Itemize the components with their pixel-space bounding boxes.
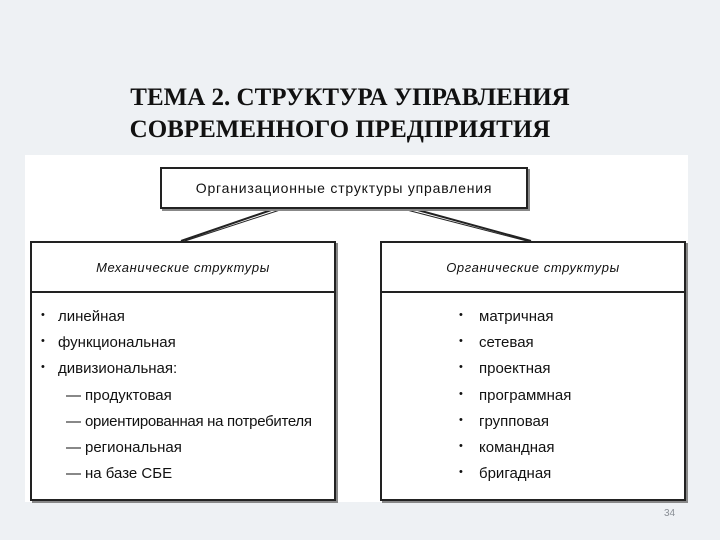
bullet-icon: •: [459, 335, 463, 348]
root-node: [160, 167, 528, 209]
sub-list-item-label: ориентированная на потребителя: [85, 412, 312, 430]
sub-list-item: [32, 461, 334, 487]
list-item-label: командная: [479, 438, 555, 456]
list-item-label: проектная: [479, 360, 551, 378]
list-item-label: линейная: [58, 308, 125, 325]
list-item-label: программная: [479, 386, 572, 404]
list-item: [382, 461, 684, 487]
sub-list-item: [32, 435, 334, 461]
slide-title-line-2: СОВРЕМЕННОГО ПРЕДПРИЯТИЯ: [129, 116, 551, 143]
list-item-label: дивизиональная:: [58, 360, 178, 378]
slide-title: [0, 82, 720, 146]
organic-structures-box: [380, 241, 686, 501]
list-item: [382, 435, 684, 461]
org-structure-diagram: [25, 155, 688, 502]
list-item-label: матричная: [479, 308, 554, 325]
bullet-icon: •: [459, 309, 463, 321]
list-item: [382, 383, 684, 409]
list-item-label: групповая: [479, 412, 549, 430]
bullet-icon: •: [41, 335, 45, 348]
sub-list-item-label: региональная: [85, 438, 182, 456]
mechanical-structures-box: [30, 241, 336, 501]
list-item: [382, 304, 684, 330]
slide-title-line-1: ТЕМА 2. СТРУКТУРА УПРАВЛЕНИЯ: [130, 84, 570, 111]
mechanical-structures-list: [32, 293, 334, 487]
list-item: [32, 356, 334, 382]
sub-list-item-label: на базе СБЕ: [85, 465, 173, 483]
root-node-label: Организационные структуры управления: [195, 180, 493, 196]
list-item: [382, 409, 684, 435]
bullet-icon: •: [459, 413, 463, 426]
connector-left: [181, 206, 283, 241]
organic-structures-header: [382, 243, 684, 293]
bullet-icon: •: [41, 309, 45, 321]
bullet-icon: •: [41, 361, 45, 374]
dash-icon: —: [66, 412, 81, 430]
list-item: [32, 330, 334, 356]
page-number: 34: [664, 508, 676, 519]
bullet-icon: •: [459, 387, 463, 400]
sub-list-item: [32, 409, 334, 435]
list-item-label: функциональная: [58, 334, 176, 352]
list-item: [382, 356, 684, 382]
mechanical-structures-header-label: Механические структуры: [96, 259, 270, 275]
bullet-icon: •: [459, 361, 463, 374]
list-item: [32, 304, 334, 330]
connector-right: [403, 206, 531, 241]
list-item-label: сетевая: [479, 334, 534, 352]
sub-list-item: [32, 383, 334, 409]
list-item: [382, 330, 684, 356]
bullet-icon: •: [459, 439, 463, 452]
dash-icon: —: [66, 386, 81, 404]
list-item-label: бригадная: [479, 465, 552, 483]
bullet-icon: •: [459, 466, 463, 479]
dash-icon: —: [66, 438, 81, 456]
organic-structures-header-label: Органические структуры: [446, 259, 620, 275]
dash-icon: —: [66, 465, 81, 483]
organic-structures-list: [382, 293, 684, 487]
mechanical-structures-header: [32, 243, 334, 293]
sub-list-item-label: продуктовая: [85, 386, 172, 404]
